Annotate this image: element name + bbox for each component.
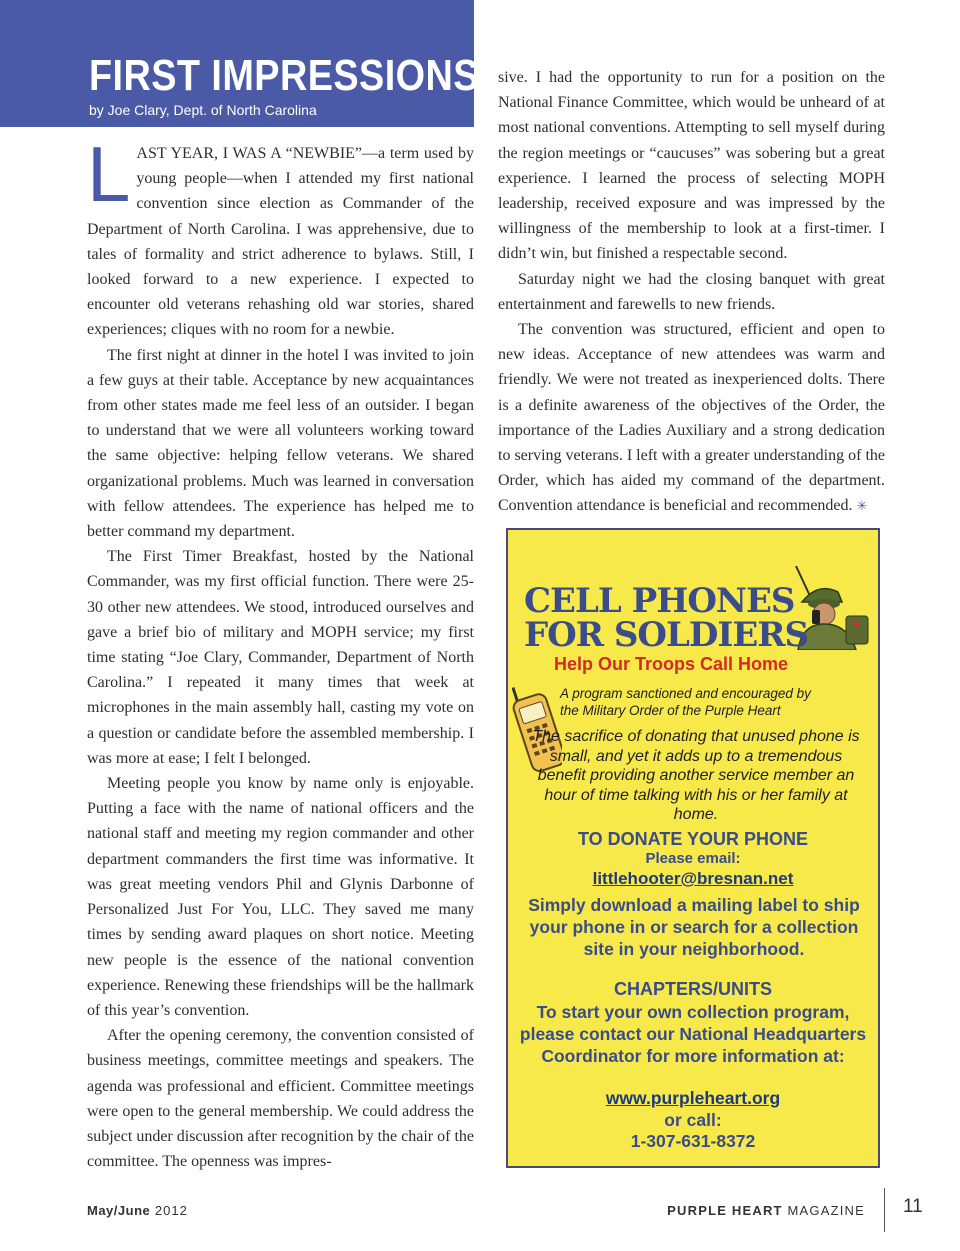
ad-call-label: or call: (664, 1110, 722, 1130)
ad-start-text: To start your own collection program, please contact our National Headquarters Coordinator for more information at: (519, 1002, 867, 1066)
article-paragraph: Meeting people you know by name only is enjoyable. Putting a face with the name of national officers and the national staff and meeting my region commander and other department commanders the first time was informative. It was great meeting vendors Phil and Glynis Darbonne of Personalized Just For You, LLC. They saved me many times by sending award plaques on short notice. Meeting new people is the essence of the national convention experience. Renewing these friendships will be the hallmark of this year’s convention. (87, 775, 474, 1019)
article-paragraph: The convention was structured, efficient and open to new ideas. Acceptance of new attendees was warm and friendly. We were not treated as inexperienced dolts. There is a definite awareness of the objectives of the Order, the importance of the Ladies Auxiliary and a strong dedication to serving veterans. I left with a greater understanding of the Order, which has aided my command of the department. Convention attendance is beneficial and recommended. ✳ (498, 321, 885, 515)
ad-chapters-heading: CHAPTERS/UNITS (613, 979, 772, 999)
article-byline: by Joe Clary, Dept. of North Carolina (89, 102, 317, 118)
ad-download-text: Simply download a mailing label to ship your phone in or search for a collection site in your neighborhood. (528, 895, 860, 959)
ad-email-link[interactable]: littlehooter@bresnan.net (592, 869, 794, 888)
article-paragraph: The first night at dinner in the hotel I was invited to join a few guys at their table. Acceptance by new acquaintances from other states made me feel less of an outsider. I began to understand that we were all volunteers working toward the same objective: helping fellow veterans. We shared organizational problems. Much was learned in conversation with fellow attendees. The experience has helped me to better command my department. (87, 346, 474, 541)
footer-issue-date: May/June 2012 (87, 1203, 188, 1218)
cell-phones-for-soldiers-ad (506, 528, 880, 1168)
article-title: FIRST IMPRESSIONS (89, 51, 479, 100)
footer-magazine-name: PURPLE HEART MAGAZINE (667, 1203, 865, 1218)
page-number: 11 (903, 1196, 923, 1217)
ad-website-link[interactable]: www.purpleheart.org (605, 1088, 781, 1108)
article-paragraph: LAST YEAR, I WAS A “NEWBIE”—a term used by young people—when I attended my first national convention since election as Commander of the Department of North Carolina. I was apprehensive, due to tales of formality and strict adherence to bylaws. Still, I looked forward to a new experience. I expected to encounter old veterans rehashing old war stories, shared experiences; cliques with no room for a newbie. (87, 130, 474, 339)
end-mark-icon: ✳ (856, 498, 868, 514)
ad-sacrifice-text: The sacrifice of donating that unused phone is small, and yet it adds up to a tremendous benefit providing another service member an hour of time talking with his or her family at home. (532, 728, 860, 823)
article-paragraph: sive. I had the opportunity to run for a position on the National Finance Committee, which would be unheard of at most national conventions. Attempting to sell myself during the region meetings or “caucuses” was sobering but a great experience. I learned the process of selecting MOPH leadership, received exposure and was impressed by the willingness of the membership to look at a first-timer. I didn’t win, but finished a respectable second. (498, 69, 885, 263)
article-paragraph: The First Timer Breakfast, hosted by the National Commander, was my first official function. There were 25-30 other new attendees. We stood, introduced ourselves and gave a brief bio of military and MOPH service; my first time stating “Joe Clary, Commander, Department of North Carolina.” I repeated it many times that week at microphones in the main assembly hall, casting my vote on a question or candidate before the assembled membership. I was more at ease; I felt I belonged. (87, 548, 474, 767)
ad-subtitle: Help Our Troops Call Home (554, 654, 789, 674)
article-column-left (87, 130, 474, 1174)
article-paragraph: After the opening ceremony, the convention consisted of business meetings, committee meetings and speakers. The agenda was professional and efficient. Committee meetings were open to the general membership. We could address the subject under discussion after recognition by the chair of the committee. The openness was impres- (87, 1027, 474, 1171)
ad-donate-heading: TO DONATE YOUR PHONE (577, 829, 809, 849)
drop-cap: L (87, 130, 131, 218)
ad-email-label: Please email: (645, 850, 741, 867)
ad-sanction-text: A program sanctioned and encouraged by the Military Order of the Purple Heart (560, 686, 811, 718)
ad-phone-number: 1-307-631-8372 (630, 1131, 756, 1151)
article-paragraph: Saturday night we had the closing banquet with great entertainment and farewells to new friends. (498, 270, 885, 313)
footer-divider (884, 1188, 885, 1232)
ad-title: CELL PHONES FOR SOLDIERS (524, 581, 809, 655)
article-column-right (498, 65, 885, 519)
